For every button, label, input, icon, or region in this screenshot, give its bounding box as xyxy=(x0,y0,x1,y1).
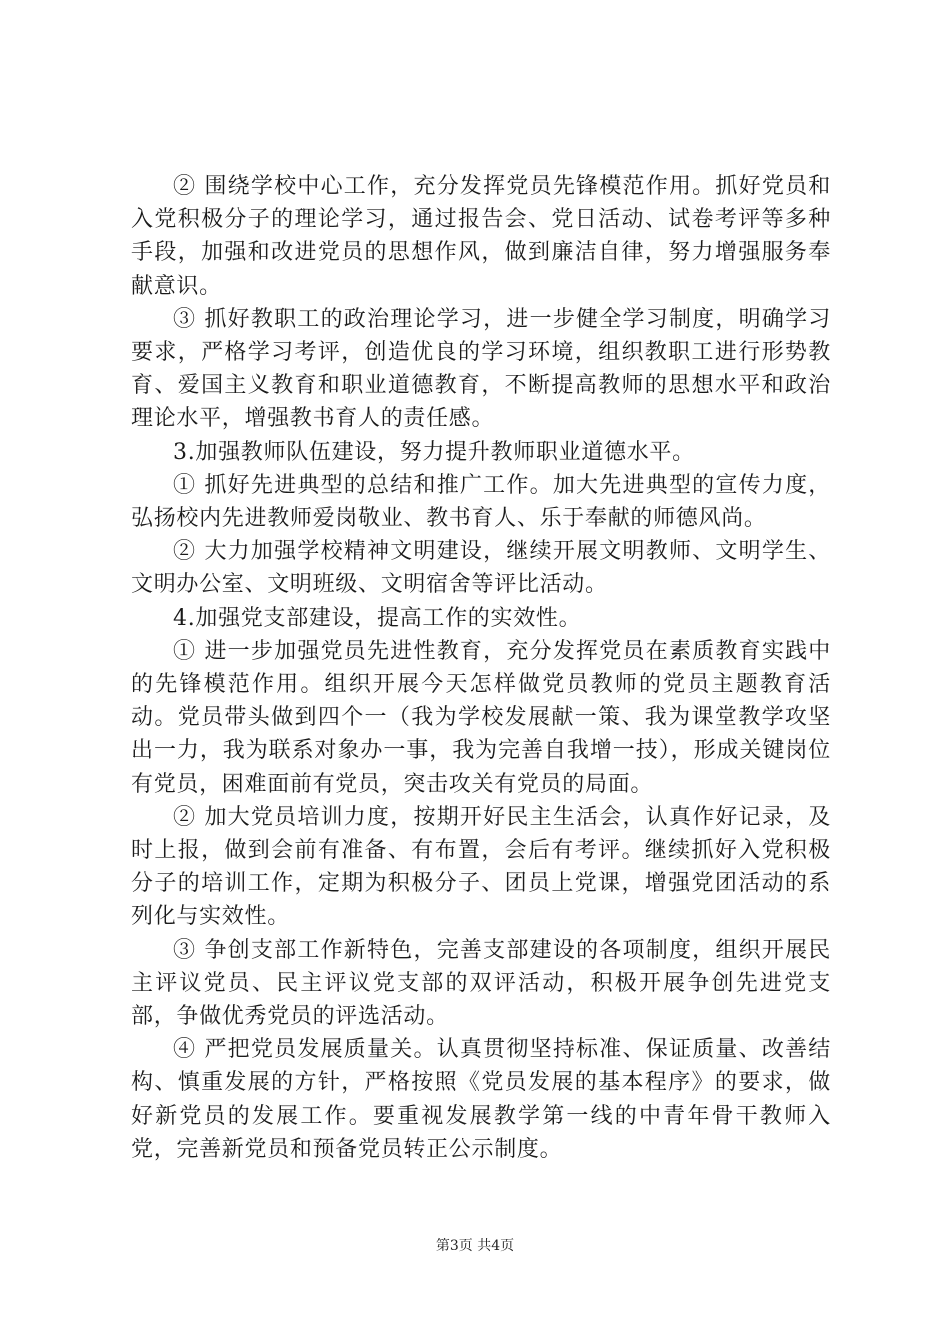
paragraph-8: ④ 严把党员发展质量关。认真贯彻坚持标准、保证质量、改善结构、慎重发展的方针，严格按照《党员发展的基本程序》的要求，做好新党员的发展工作。要重视发展教学第一线的中青年骨干教师入党，完善新党员和预备党员转正公示制度。 xyxy=(131,1037,831,1162)
document-body xyxy=(131,170,831,1166)
paragraph-5: ① 进一步加强党员先进性教育，充分发挥党员在素质教育实践中的先锋模范作用。组织开展今天怎样做党员教师的党员主题教育活动。党员带头做到四个一（我为学校发展献一策、我为课堂教学攻坚出一力，我为联系对象办一事，我为完善自我增一技），形成关键岗位有党员，困难面前有党员，突击攻关有党员的局面。 xyxy=(131,638,831,797)
section-heading-4: 4.加强党支部建设，提高工作的实效性。 xyxy=(173,605,582,631)
paragraph-3: ① 抓好先进典型的总结和推广工作。加大先进典型的宣传力度，弘扬校内先进教师爱岗敬业、教书育人、乐于奉献的师德风尚。 xyxy=(131,472,831,532)
paragraph-7: ③ 争创支部工作新特色，完善支部建设的各项制度，组织开展民主评议党员、民主评议党支部的双评活动，积极开展争创先进党支部，争做优秀党员的评选活动。 xyxy=(131,937,831,1030)
paragraph-1: ② 围绕学校中心工作，充分发挥党员先锋模范作用。抓好党员和入党积极分子的理论学习，通过报告会、党日活动、试卷考评等多种手段，加强和改进党员的思想作风，做到廉洁自律，努力增强服务奉献意识。 xyxy=(131,174,831,299)
page-footer: 第3页 共4页 xyxy=(435,1238,515,1254)
paragraph-6: ② 加大党员培训力度，按期开好民主生活会，认真作好记录，及时上报，做到会前有准备、有布置，会后有考评。继续抓好入党积极分子的培训工作，定期为积极分子、团员上党课，增强党团活动的系列化与实效性。 xyxy=(131,804,831,930)
paragraph-2: ③ 抓好教职工的政治理论学习，进一步健全学习制度，明确学习要求，严格学习考评，创造优良的学习环境，组织教职工进行形势教育、爱国主义教育和职业道德教育，不断提高教师的思想水平和政治理论水平，增强教书育人的责任感。 xyxy=(131,306,831,432)
section-heading-3: 3.加强教师队伍建设，努力提升教师职业道德水平。 xyxy=(173,439,695,465)
paragraph-4: ② 大力加强学校精神文明建设，继续开展文明教师、文明学生、文明办公室、文明班级、文明宿舍等评比活动。 xyxy=(131,539,831,598)
